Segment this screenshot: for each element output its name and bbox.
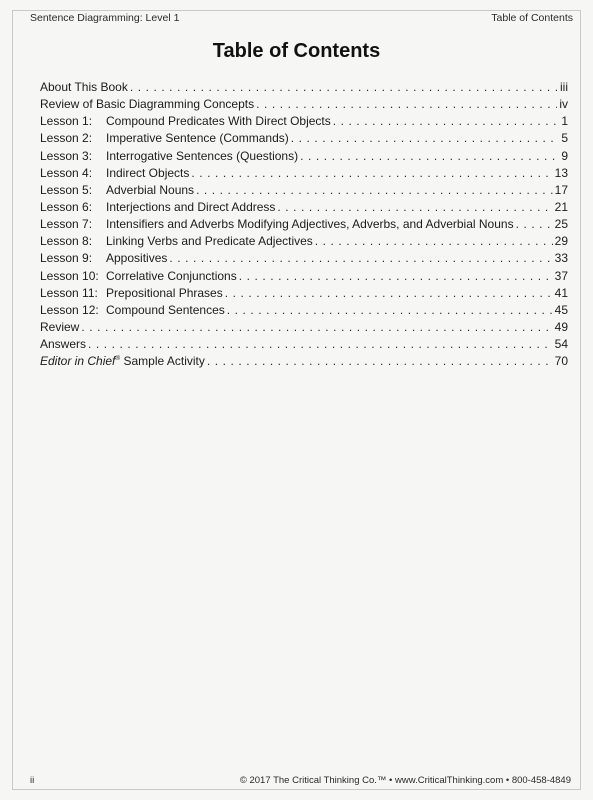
toc-entry-page: 49	[554, 319, 568, 334]
toc-entry-number: Lesson 8:	[40, 234, 93, 249]
dot-leader	[191, 165, 552, 182]
toc-entry-number: Lesson 4:	[40, 165, 93, 180]
toc-entry-label: About This Book	[40, 80, 128, 94]
toc-entry-label: Interrogative Sentences (Questions)	[106, 148, 299, 163]
toc-entry-label: Adverbial Nouns	[106, 182, 195, 197]
toc-entry[interactable]	[40, 216, 568, 233]
toc-entry-label: Review of Basic Diagramming Concepts	[40, 97, 255, 112]
toc-entry-page: 70	[554, 354, 568, 369]
toc-entry-number: Lesson 5:	[40, 182, 93, 197]
dot-leader	[207, 353, 553, 370]
book-title: Sentence Diagramming: Level 1	[30, 12, 180, 24]
toc-entry[interactable]	[40, 302, 568, 319]
toc-entry-page: 45	[554, 302, 568, 317]
toc-entry-label: Correlative Conjunctions	[106, 268, 237, 283]
dot-leader	[300, 148, 559, 165]
toc-entry-page: 13	[554, 165, 568, 180]
dot-leader	[256, 96, 557, 113]
toc-entry[interactable]	[40, 79, 568, 96]
toc-entry-number: Lesson 3:	[40, 148, 93, 163]
toc-entry[interactable]	[40, 285, 568, 302]
dot-leader	[130, 79, 558, 96]
toc-entry-label: Prepositional Phrases	[106, 285, 223, 300]
toc-entry-page: 33	[554, 251, 568, 266]
dot-leader	[315, 233, 553, 250]
toc-entry-number: Lesson 9:	[40, 251, 93, 266]
toc-entry-label: Appositives	[106, 251, 168, 266]
section-title: Table of Contents	[491, 12, 573, 24]
dot-leader	[81, 319, 552, 336]
toc-entry-number: Lesson 1:	[40, 114, 93, 129]
toc-entry[interactable]	[40, 113, 568, 130]
toc-entry-label: Imperative Sentence (Commands)	[106, 131, 289, 146]
registered-mark: ®	[115, 355, 121, 363]
toc-entry[interactable]	[40, 250, 568, 267]
dot-leader	[333, 113, 560, 130]
dot-leader	[196, 182, 553, 199]
toc-entry-label	[40, 353, 205, 370]
toc-entry-page: 41	[554, 285, 568, 300]
toc-entry-label: Linking Verbs and Predicate Adjectives	[106, 234, 313, 249]
toc-entry-page: 5	[561, 131, 568, 146]
toc-entry-label: Compound Sentences	[106, 302, 225, 317]
toc-entry-label-italic: Editor in Chief	[40, 354, 116, 369]
toc-entry-number: Lesson 12:	[40, 302, 99, 317]
toc-entry-page: 9	[561, 148, 568, 163]
toc-entry[interactable]	[40, 130, 568, 147]
dot-leader	[516, 216, 553, 233]
dot-leader	[277, 199, 552, 216]
copyright-line: © 2017 The Critical Thinking Co.™ • www.CriticalThinking.com • 800-458-4849	[239, 775, 571, 786]
toc-entry-page: 21	[554, 199, 568, 214]
toc-entry[interactable]	[40, 233, 568, 250]
dot-leader	[225, 285, 553, 302]
table-of-contents	[40, 79, 568, 370]
dot-leader	[88, 336, 553, 353]
toc-entry-label-rest: Sample Activity	[120, 354, 205, 369]
toc-entry-page: 25	[554, 217, 568, 232]
page-title: Table of Contents	[212, 40, 381, 62]
toc-entry-page: 1	[561, 114, 568, 129]
dot-leader	[239, 268, 553, 285]
toc-entry-page: 29	[554, 234, 568, 249]
toc-entry-label: Review	[40, 319, 80, 334]
page-number: ii	[30, 775, 35, 786]
toc-entry[interactable]	[40, 96, 568, 113]
toc-entry[interactable]	[40, 199, 568, 216]
toc-entry-number: Lesson 2:	[40, 131, 93, 146]
toc-entry-page: iv	[559, 97, 568, 112]
toc-entry-label: Interjections and Direct Address	[106, 199, 276, 214]
toc-entry-label: Intensifiers and Adverbs Modifying Adjectives, Adverbs, and Adverbial Nouns	[106, 217, 514, 232]
toc-entry[interactable]	[40, 319, 568, 336]
toc-entry-label: Indirect Objects	[106, 165, 190, 180]
toc-entry-page: 54	[554, 337, 568, 352]
toc-entry-number: Lesson 6:	[40, 199, 93, 214]
dot-leader	[291, 130, 560, 147]
toc-entry-label: Compound Predicates With Direct Objects	[106, 114, 331, 129]
toc-entry-number: Lesson 10:	[40, 268, 99, 283]
toc-entry-label: Answers	[40, 337, 87, 352]
toc-entry[interactable]	[40, 182, 568, 199]
toc-entry-page: 37	[554, 268, 568, 283]
toc-entry[interactable]	[40, 268, 568, 285]
dot-leader	[169, 250, 552, 267]
toc-entry[interactable]	[40, 165, 568, 182]
toc-entry-page: 17	[554, 182, 568, 197]
toc-entry-number: Lesson 11:	[40, 285, 98, 300]
toc-entry[interactable]	[40, 148, 568, 165]
dot-leader	[227, 302, 553, 319]
toc-entry[interactable]	[40, 336, 568, 353]
toc-entry-sample-activity[interactable]	[40, 353, 568, 370]
toc-entry-number: Lesson 7:	[40, 217, 93, 232]
toc-entry-page: iii	[560, 80, 568, 94]
